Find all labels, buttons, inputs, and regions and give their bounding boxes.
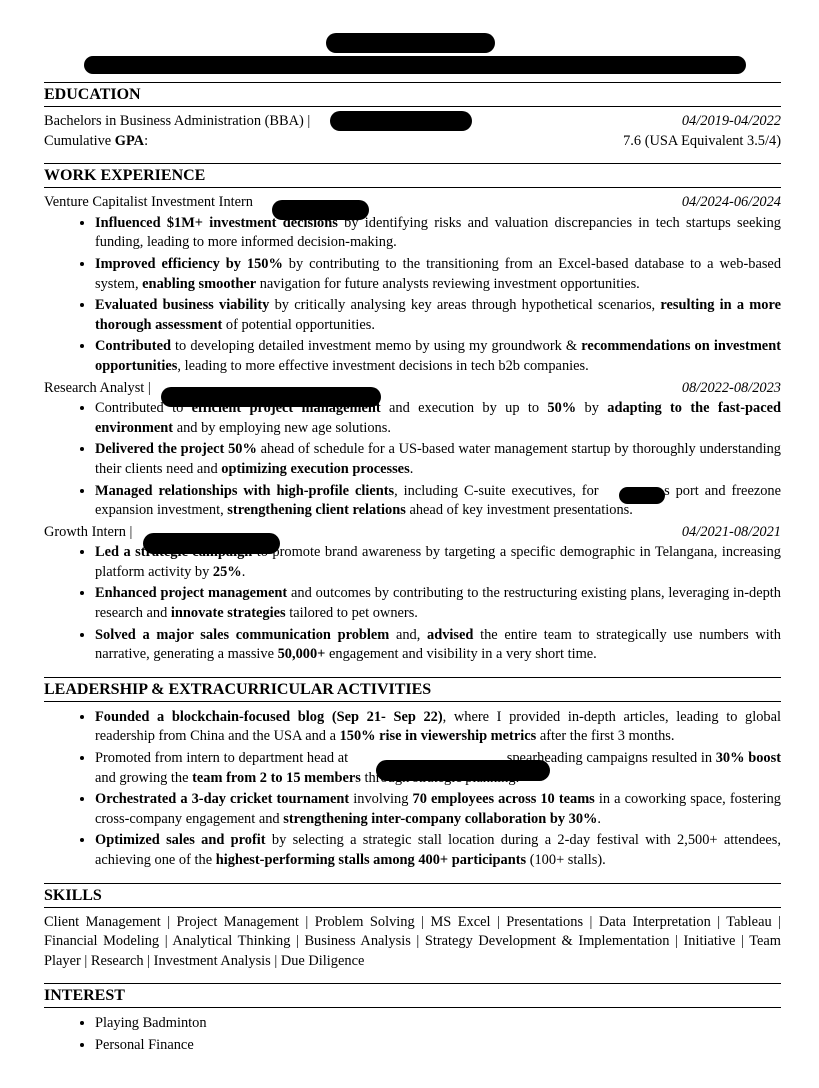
bold-phrase: Delivered the project 50% xyxy=(95,441,257,458)
redaction-gap xyxy=(352,750,500,766)
text-run: to promote brand awareness by targeting a specific demographic in Telangana, increasing platform activity by xyxy=(95,544,781,580)
text-run: s port and freezone expansion investment, xyxy=(95,482,782,519)
text-run: after the first 3 months. xyxy=(536,728,675,745)
gpa-row xyxy=(44,132,781,152)
bold-phrase: Improved efficiency by 150% xyxy=(95,255,283,272)
text-run: by selecting a strategic stall location during a 2-day festival with 2,500+ attendees, achieving one of the xyxy=(95,832,781,868)
section-title: SKILLS xyxy=(44,883,781,908)
section-title: EDUCATION xyxy=(44,82,781,107)
text-run: , leading to more effective investment decisions in tech b2b companies. xyxy=(177,357,589,374)
leadership-list xyxy=(44,707,781,871)
list-item xyxy=(95,295,781,335)
bold-phrase: 25% xyxy=(212,563,242,580)
text-run: Contributed to xyxy=(95,400,192,417)
job-bullets xyxy=(44,542,781,665)
text-run: and outcomes by contributing to the restructuring existing plans, leveraging in-depth research and xyxy=(95,585,781,622)
job-role: Research Analyst | xyxy=(44,379,151,396)
text-run: and growing the xyxy=(95,769,193,786)
list-item xyxy=(95,583,781,623)
list-item xyxy=(95,254,781,294)
list-item xyxy=(95,748,781,788)
text-run: navigation for future analysts reviewing investment opportunities. xyxy=(256,275,640,292)
bold-phrase: efficient project management xyxy=(191,400,381,417)
list-item xyxy=(95,789,781,829)
bold-phrase: optimizing execution processes xyxy=(221,460,410,477)
bold-phrase: highest-performing stalls among 400+ participants xyxy=(215,852,527,868)
bold-phrase: strengthening inter-company collaboration by 30% xyxy=(283,810,598,827)
bold-phrase: strengthening client relations xyxy=(227,502,406,519)
work-section xyxy=(44,163,781,665)
text-run: of potential opportunities. xyxy=(222,316,375,333)
text-run: by contributing to the transitioning from an Excel-based database to a web-based system, xyxy=(95,255,782,292)
list-item xyxy=(95,542,781,582)
bold-phrase: 50% xyxy=(547,400,577,417)
bold-phrase: innovate strategies xyxy=(170,605,286,622)
job-bullets xyxy=(44,398,781,521)
text-run: , where I provided in-depth articles, leading to global readership from China and the USA and a xyxy=(95,708,781,745)
job-header xyxy=(44,523,781,543)
job-entry xyxy=(44,523,781,665)
job-role: Venture Capitalist Investment Intern xyxy=(44,194,254,211)
text-run: (100+ stalls). xyxy=(526,852,606,868)
text-run: and, xyxy=(389,626,428,643)
job-dates: 08/2022-08/2023 xyxy=(681,379,781,396)
job-header xyxy=(44,379,781,399)
bold-phrase: Solved a major sales communication problem xyxy=(95,626,390,643)
gpa-bold: GPA xyxy=(114,132,145,149)
text-run: . xyxy=(409,460,414,477)
section-title: INTEREST xyxy=(44,983,781,1008)
job-dates: 04/2021-08/2021 xyxy=(681,523,781,540)
gpa-label-group xyxy=(44,132,148,152)
text-run: and execution by up to xyxy=(380,400,548,417)
job-entry xyxy=(44,193,781,376)
degree-dates: 04/2019-04/2022 xyxy=(681,113,781,129)
section-title: LEADERSHIP & EXTRACURRICULAR ACTIVITIES xyxy=(44,677,781,702)
text-run: . xyxy=(597,810,602,827)
bold-phrase: adapting to the fast-paced environment xyxy=(95,400,781,436)
bold-phrase: Optimized sales and profit xyxy=(95,832,266,849)
text-run: tailored to pet owners. xyxy=(285,605,418,622)
section-title: WORK EXPERIENCE xyxy=(44,163,781,188)
list-item xyxy=(95,625,781,665)
list-item xyxy=(95,830,781,870)
list-item xyxy=(95,481,781,521)
text-run: ahead of key investment presentations. xyxy=(405,502,633,519)
bold-phrase: Evaluated business viability xyxy=(95,297,270,314)
list-item xyxy=(95,398,781,438)
bold-phrase: Founded a blockchain-focused blog (Sep 21- Sep 22) xyxy=(95,708,443,725)
bold-phrase: Led a strategic campaign xyxy=(95,544,253,561)
redaction-gap xyxy=(605,483,665,499)
bold-phrase: Influenced $1M+ investment decisions xyxy=(95,214,338,231)
interest-list xyxy=(44,1013,781,1055)
resume-page xyxy=(44,30,781,1068)
text-run: engagement and visibility in a very short time. xyxy=(325,646,597,663)
text-run: through strategic planning. xyxy=(360,769,520,786)
bold-phrase: recommendations on investment opportunities xyxy=(95,338,781,374)
gpa-label: Cumulative xyxy=(44,132,112,149)
bold-phrase: Enhanced project management xyxy=(95,585,288,602)
list-item xyxy=(95,336,781,376)
job-role: Growth Intern | xyxy=(44,523,133,540)
text-run: , including C-suite executives, for xyxy=(394,482,605,499)
job-bullets xyxy=(44,213,781,377)
resume-header xyxy=(44,30,781,82)
job-entry xyxy=(44,379,781,521)
list-item xyxy=(95,213,781,253)
text-run: by xyxy=(576,400,608,417)
text-run: to developing detailed investment memo by using my groundwork & xyxy=(170,338,582,355)
degree-row xyxy=(44,112,781,132)
text-run: the entire team to strategically use numbers with narrative, generating a massive xyxy=(95,626,781,663)
text-run: , spearheading campaigns resulted in xyxy=(499,750,716,767)
text-run: by identifying risks and valuation discrepancies in tech startups seeking funding, leading to more informed decision-making. xyxy=(95,214,781,251)
interest-section xyxy=(44,983,781,1055)
bold-phrase: enabling smoother xyxy=(142,275,257,292)
gpa-colon: : xyxy=(144,132,149,149)
bold-phrase: 150% rise in viewership metrics xyxy=(339,728,537,745)
education-section xyxy=(44,82,781,151)
bold-phrase: 70 employees across 10 teams xyxy=(412,791,595,808)
interest-item: • Playing Badminton xyxy=(95,1013,781,1034)
bold-phrase: 50,000+ xyxy=(277,646,326,663)
text-run: . xyxy=(241,563,246,580)
degree: Bachelors in Business Administration (BBA) | xyxy=(44,113,311,129)
skills-section xyxy=(44,883,781,972)
job-dates: 04/2024-06/2024 xyxy=(681,194,781,211)
bold-phrase: Managed relationships with high-profile clients xyxy=(95,482,395,499)
gpa-value: 7.6 (USA Equivalent 3.5/4) xyxy=(623,132,781,149)
text-run: Promoted from intern to department head at xyxy=(95,750,352,767)
list-item xyxy=(95,439,781,479)
list-item xyxy=(95,707,781,747)
bold-phrase: 30% boost xyxy=(715,750,781,767)
job-header xyxy=(44,193,781,213)
skills-text: Client Management | Project Management | Problem Solving | MS Excel | Presentations | Data Interpretation | Tableau | Financial Modeling | Analytical Thinking | Business Analysis | Strategy Development & Implementation | Initiative | Team Player | Research | Investment Analysis | Due Diligence xyxy=(44,913,781,969)
bold-phrase: team from 2 to 15 members xyxy=(192,769,361,786)
job-list xyxy=(44,193,781,665)
bold-phrase: advised xyxy=(427,626,474,643)
text-run: and by employing new age solutions. xyxy=(173,419,391,436)
text-run: by critically analysing key areas through hypothetical scenarios, xyxy=(269,297,661,314)
interest-item: • Personal Finance xyxy=(95,1035,781,1056)
bold-phrase: resulting in a more thorough assessment xyxy=(95,297,781,333)
leadership-section xyxy=(44,677,781,871)
bold-phrase: Contributed xyxy=(95,338,171,355)
bold-phrase: Orchestrated a 3-day cricket tournament xyxy=(95,791,350,808)
text-run: involving xyxy=(349,791,413,808)
text-run: ahead of schedule for a US-based water management startup by thoroughly understanding their clients need and xyxy=(95,441,781,477)
text-run: in a coworking space, fostering cross-company engagement and xyxy=(95,791,781,827)
